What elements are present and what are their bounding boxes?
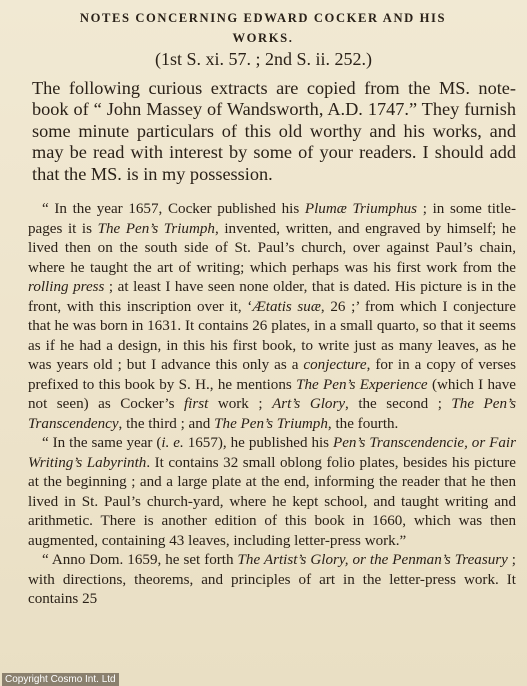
paragraph-1: “ In the year 1657, Cocker published his Plumæ Triumphus ; in some title-pages it is The Pen’s Triumph, invented, written, and engraved by himself; he lived then on the south side of St. Paul’s church, over against Paul’s chain, where he taught the art of writing; which perhaps was his first work from the rolling press ; at least I have seen none older, that is dated. His picture is in the front, with this inscription over it, ‘Ætatis suæ, 26 ;’ from which I conjecture that he was born in 1631. It contains 26 plates, in a small quarto, so that it seems as if he had a design, in this his first book, to write just as many leaves, as he was years old ; but I advance this only as a conjecture, for in a copy of verses prefixed to this book by S. H., he mentions The Pen’s Experience (which I have not seen) as Cocker’s first work ; Art’s Glory, the second ; The Pen’s Transcendency, the third ; and The Pen’s Triumph, the fourth.	[28, 201, 517, 432]
heading-line-1: NOTES CONCERNING EDWARD COCKER AND HIS	[79, 11, 447, 25]
paragraph-3: “ Anno Dom. 1659, he set forth The Artist’s Glory, or the Penman’s Treasury ; with directions, theorems, and principles of art in the letter-press work. It contains 25	[28, 552, 516, 607]
article-heading	[14, 8, 512, 48]
copyright-watermark: Copyright Cosmo Int. Ltd	[2, 673, 119, 686]
paragraph-2: “ In the same year (i. e. 1657), he published his Pen’s Transcendencie, or Fair Writing’s Labyrinth. It contains 32 small oblong folio plates, besides his picture at the beginning ; and a large plate at the end, informing the reader that he then lived in St. Paul’s church-yard, where he kept school, and taught writing and arithmetic. There is another edition of this book in 1660, which was then augmented, containing 43 leaves, including letter-press work.”	[28, 435, 516, 549]
article-body	[28, 200, 516, 610]
reference-line: (1st S. xi. 57. ; 2nd S. ii. 252.)	[154, 49, 373, 69]
heading-line-2: WORKS.	[232, 31, 294, 45]
intro-paragraph: The following curious extracts are copied from the MS. note-book of “ John Massey of Wandsworth, A.D. 1747.” They furnish some minute particulars of this old worthy and his works, and may be read with interest by some of your readers. I should add that the MS. is in my possession.	[32, 78, 516, 184]
